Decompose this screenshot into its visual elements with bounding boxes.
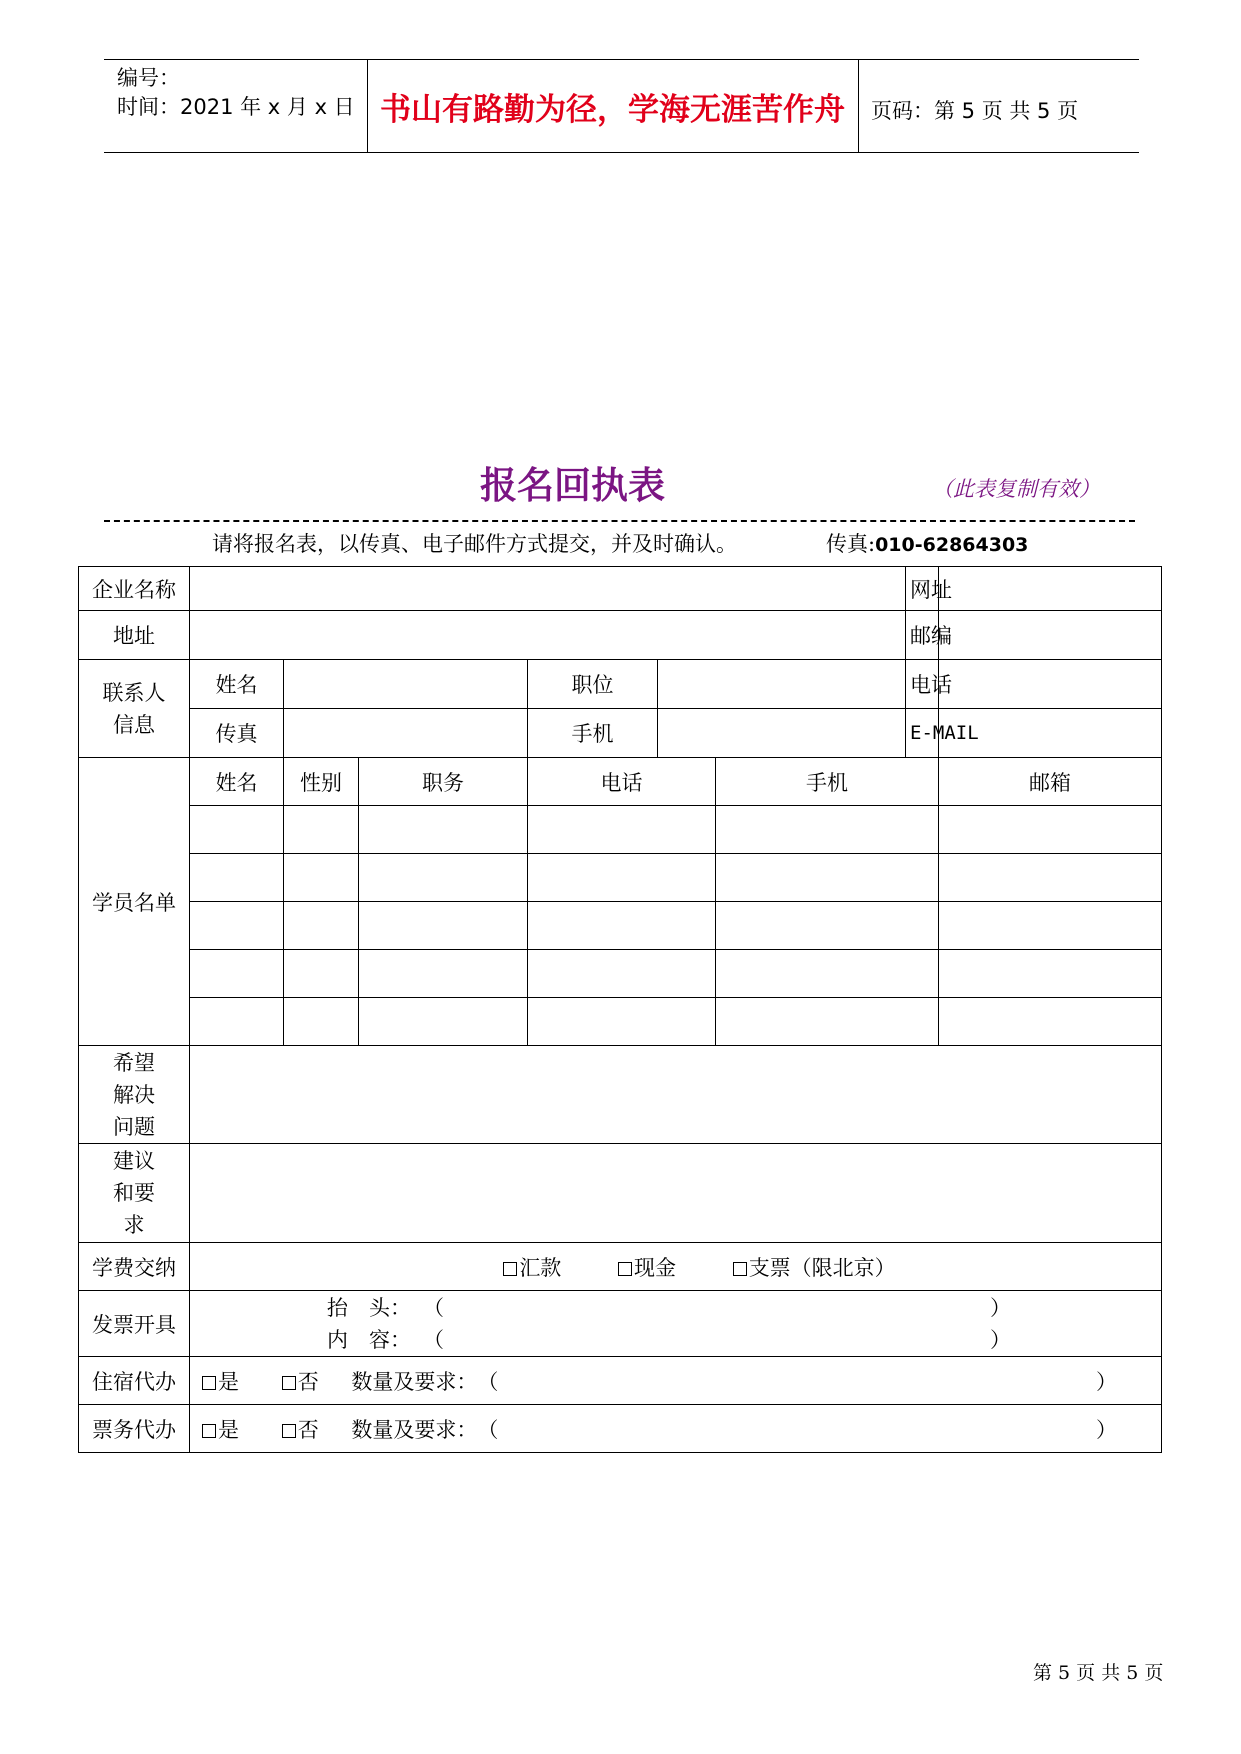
ticket-yes-option[interactable]: 是 <box>202 1414 239 1444</box>
student-row <box>79 998 1162 1046</box>
fee-row <box>79 1243 1162 1291</box>
student-email-cell[interactable] <box>939 950 1162 998</box>
contact-name-label: 姓名 <box>190 660 284 709</box>
header-divider-right <box>858 59 859 152</box>
postcode-field[interactable] <box>939 611 1162 660</box>
invoice-content-line[interactable]: 内 容： （ ） <box>190 1324 1161 1356</box>
student-email-cell[interactable] <box>939 806 1162 854</box>
student-name-cell[interactable] <box>190 806 284 854</box>
website-field[interactable] <box>939 567 1162 611</box>
lodging-yes-option[interactable]: 是 <box>202 1366 239 1396</box>
ticket-no-option[interactable]: 否 <box>282 1414 319 1444</box>
fee-options <box>190 1243 1162 1291</box>
student-title-cell[interactable] <box>359 998 528 1046</box>
ticket-label: 票务代办 <box>79 1405 190 1453</box>
problems-label: 希望解决问题 <box>79 1046 190 1144</box>
student-gender-cell[interactable] <box>284 950 359 998</box>
contact-info-label: 联系人信息 <box>79 660 190 758</box>
student-name-cell[interactable] <box>190 902 284 950</box>
motto: 书山有路勤为径，学海无涯苦作舟 <box>380 92 845 128</box>
student-name-cell[interactable] <box>190 950 284 998</box>
student-email-cell[interactable] <box>939 998 1162 1046</box>
page-label: 页码：第 5 页 共 5 页 <box>871 99 1079 123</box>
student-mobile-cell[interactable] <box>716 998 939 1046</box>
contact-phone-field[interactable] <box>939 660 1162 709</box>
student-list-label: 学员名单 <box>79 758 190 1046</box>
student-title-cell[interactable] <box>359 854 528 902</box>
suggestions-label: 建议和要求 <box>79 1144 190 1243</box>
student-phone-cell[interactable] <box>528 902 716 950</box>
fee-label: 学费交纳 <box>79 1243 190 1291</box>
student-col-gender: 性别 <box>284 758 359 806</box>
checkbox-icon[interactable] <box>202 1424 216 1438</box>
ticket-quantity-label: 数量及要求： <box>351 1417 478 1442</box>
student-mobile-cell[interactable] <box>716 902 939 950</box>
invoice-header-line[interactable]: 抬 头： （ ） <box>190 1292 1161 1324</box>
lodging-label: 住宿代办 <box>79 1357 190 1405</box>
contact-name-field[interactable] <box>284 660 528 709</box>
contact-fax-label: 传真 <box>190 709 284 758</box>
address-row <box>79 611 1162 660</box>
postcode-label: 邮编 <box>906 611 939 660</box>
invoice-row <box>79 1291 1162 1357</box>
lodging-row <box>79 1357 1162 1405</box>
page-footer: 第 5 页 共 5 页 <box>1033 1662 1164 1684</box>
company-name-field[interactable] <box>190 567 906 611</box>
problems-row <box>79 1046 1162 1144</box>
company-name-label: 企业名称 <box>79 567 190 611</box>
page-title: 报名回执表 <box>480 464 665 507</box>
student-gender-cell[interactable] <box>284 854 359 902</box>
student-gender-cell[interactable] <box>284 998 359 1046</box>
checkbox-icon[interactable] <box>202 1376 216 1390</box>
invoice-label: 发票开具 <box>79 1291 190 1357</box>
checkbox-icon[interactable] <box>282 1424 296 1438</box>
student-title-cell[interactable] <box>359 950 528 998</box>
student-row <box>79 950 1162 998</box>
contact-email-label: E-MAIL <box>906 709 939 758</box>
fee-option-transfer[interactable]: 汇款 <box>503 1252 561 1282</box>
student-mobile-cell[interactable] <box>716 854 939 902</box>
copy-note: （此表复制有效） <box>932 477 1100 501</box>
address-label: 地址 <box>79 611 190 660</box>
dashed-separator <box>104 520 1135 522</box>
checkbox-icon[interactable] <box>733 1262 747 1276</box>
student-col-mobile: 手机 <box>716 758 939 806</box>
contact-position-field[interactable] <box>658 660 906 709</box>
time-label: 时间：2021 年 x 月 x 日 <box>117 95 355 119</box>
student-phone-cell[interactable] <box>528 950 716 998</box>
student-col-phone: 电话 <box>528 758 716 806</box>
checkbox-icon[interactable] <box>618 1262 632 1276</box>
student-row <box>79 854 1162 902</box>
student-title-cell[interactable] <box>359 902 528 950</box>
student-col-name: 姓名 <box>190 758 284 806</box>
serial-label: 编号： <box>117 66 180 90</box>
student-row <box>79 806 1162 854</box>
company-row <box>79 567 1162 611</box>
invoice-header-label: 抬 头： <box>327 1295 411 1320</box>
student-phone-cell[interactable] <box>528 806 716 854</box>
ticket-row <box>79 1405 1162 1453</box>
fax-info <box>826 528 1028 558</box>
student-col-title: 职务 <box>359 758 528 806</box>
student-mobile-cell[interactable] <box>716 950 939 998</box>
problems-field[interactable] <box>190 1046 1162 1144</box>
student-name-cell[interactable] <box>190 998 284 1046</box>
student-title-cell[interactable] <box>359 806 528 854</box>
lodging-no-option[interactable]: 否 <box>282 1366 319 1396</box>
student-phone-cell[interactable] <box>528 998 716 1046</box>
lodging-fields: 是 否 数量及要求：（ ） <box>190 1357 1162 1405</box>
invoice-content-label: 内 容： <box>327 1327 411 1352</box>
contact-phone-label: 电话 <box>906 660 939 709</box>
contact-fax-field[interactable] <box>284 709 528 758</box>
suggestions-field[interactable] <box>190 1144 1162 1243</box>
fax-number: 010-62864303 <box>875 534 1029 556</box>
student-col-email: 邮箱 <box>939 758 1162 806</box>
fee-option-cash[interactable]: 现金 <box>618 1252 676 1282</box>
registration-form <box>78 566 1162 1453</box>
contact-row-1 <box>79 660 1162 709</box>
checkbox-icon[interactable] <box>503 1262 517 1276</box>
lodging-quantity-label: 数量及要求： <box>351 1369 478 1394</box>
contact-row-2 <box>79 709 1162 758</box>
invoice-fields <box>190 1291 1162 1357</box>
contact-position-label: 职位 <box>528 660 658 709</box>
student-name-cell[interactable] <box>190 854 284 902</box>
fee-option-check[interactable]: 支票（限北京） <box>733 1252 896 1282</box>
checkbox-icon[interactable] <box>282 1376 296 1390</box>
student-email-cell[interactable] <box>939 902 1162 950</box>
fax-label: 传真: <box>826 532 876 556</box>
suggestions-row <box>79 1144 1162 1243</box>
contact-mobile-label: 手机 <box>528 709 658 758</box>
student-phone-cell[interactable] <box>528 854 716 902</box>
header-bottom-rule <box>104 152 1139 153</box>
address-field[interactable] <box>190 611 906 660</box>
header-top-rule <box>104 59 1139 60</box>
contact-mobile-field[interactable] <box>658 709 906 758</box>
student-email-cell[interactable] <box>939 854 1162 902</box>
student-gender-cell[interactable] <box>284 806 359 854</box>
student-header-row <box>79 758 1162 806</box>
ticket-fields: 是 否 数量及要求：（ ） <box>190 1405 1162 1453</box>
student-row <box>79 902 1162 950</box>
instruction-text: 请将报名表，以传真、电子邮件方式提交，并及时确认。 <box>212 532 737 556</box>
website-label: 网址 <box>906 567 939 611</box>
student-mobile-cell[interactable] <box>716 806 939 854</box>
student-gender-cell[interactable] <box>284 902 359 950</box>
